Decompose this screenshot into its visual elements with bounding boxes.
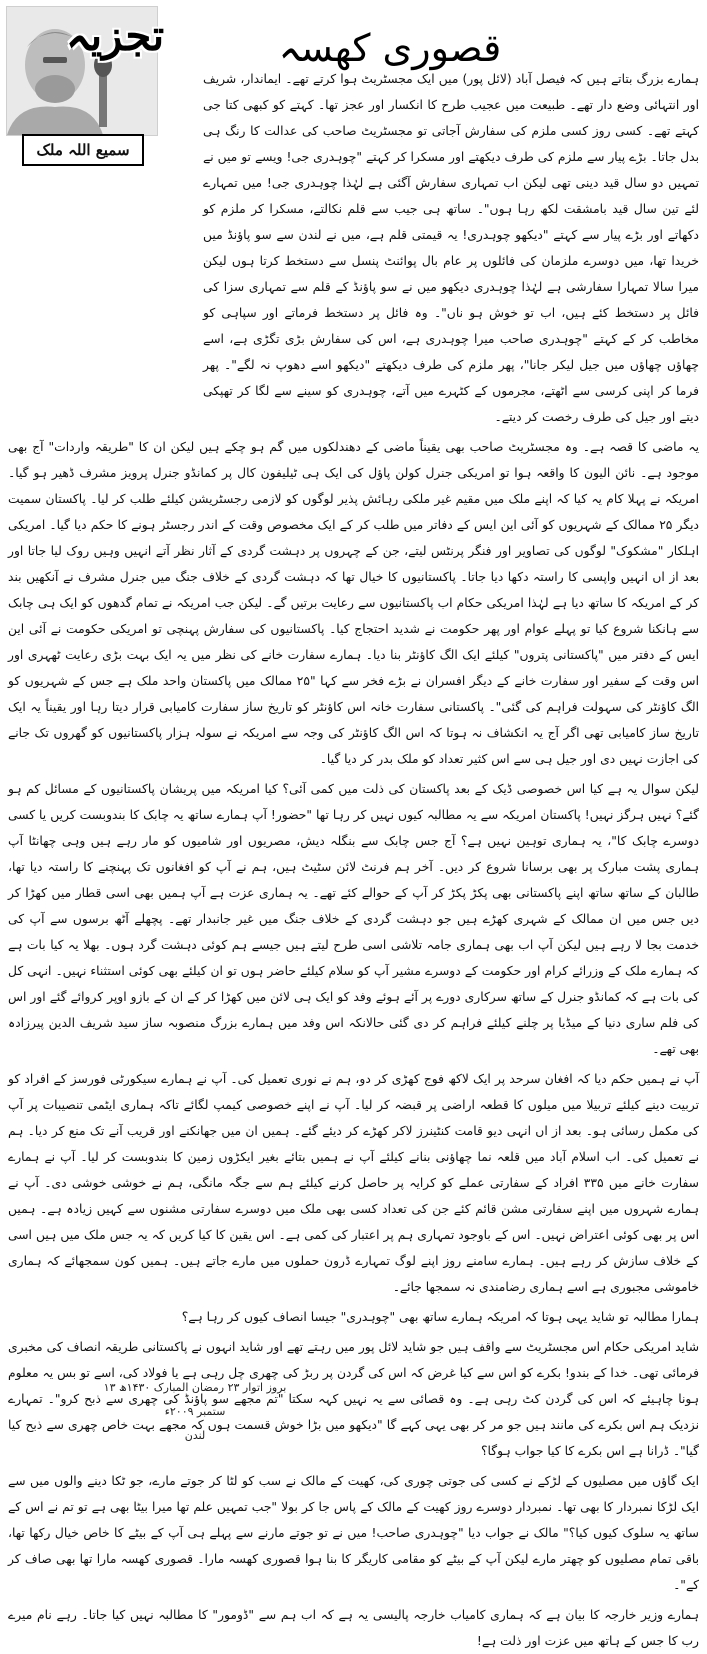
article-paragraph: ہمارے بزرگ بتاتے ہیں کہ فیصل آباد (لائل پور) میں ایک مجسٹریٹ ہوا کرتے تھے۔ ایماندار، شریف اور انتہائی وضع دار تھے۔ طبیعت میں عجیب طرح کا انکسار اور عجز تھا۔ کہتے کو کبھی کتا جی کہتے تھے۔ کسی روز کسی ملزم کی سفارش آجاتی تو مجسٹریٹ صاحب کی عدالت کا رنگ ہی بدل جاتا۔ بڑے پیار سے ملزم کی طرف دیکھتے اور مسکرا کر کہتے "چوہدری جی! ویسے تو میں نے تمہیں دو سال قید دینی تھی لیکن اب تمہاری سفارش آگئی ہے لہٰذا چوہدری جی! میں تمہارے لئے تین سال قید بامشقت لکھ رہا ہوں"۔ ساتھ ہی جیب سے قلم نکالتے، مسکرا کر ملزم کو دکھاتے اور بڑے پیار سے کہتے "دیکھو چوہدری! یہ قیمتی قلم ہے، میں نے لندن سے سو پاؤنڈ میں خریدا تھا، میں دوسرے ملزمان کی فائلوں پر عام بال پوائنٹ پنسل سے دستخط کرتا ہوں لیکن میرا سالا تمہارا سفارشی ہے لہٰذا چوہدری دیکھو میں نے سو پاؤنڈ کے قلم سے تمہاری سزا کی فائل پر دستخط کئے ہیں، اب تو خوش ہو ناں"۔ وہ فائل پر دستخط فرماتے اور سپاہی کو مخاطب کر کے کہتے "چوہدری صاحب میرا چوہدری ہے، اس کی سفارش بڑی تگڑی ہے، اسے چھاؤں چھاؤں میں جیل لیکر جانا"، پھر ملزم کی طرف دیکھتے "دیکھو اسے دھوپ نہ لگے"۔ پھر فرما کر اپنی کرسی سے اٹھتے، مجرموں کے کٹہرے میں آتے، چوہدری کو سینے سے لگا کر تھپکی دیتے اور جیل کی طرف رخصت کر دیتے۔ (203, 72, 699, 424)
article-paragraph: ہمارا مطالبہ تو شاید یہی ہوتا کہ امریکہ ہمارے ساتھ بھی "چوہدری" جیسا انصاف کیوں کر رہا ہے؟ (181, 1310, 699, 1324)
publication-date: بروز اتوار ۲۳ رمضان المبارک ۱۴۳۰ھ ۱۳ ستمبر ۲۰۰۹ء (103, 1381, 287, 1418)
article-paragraph: یہ ماضی کا قصہ ہے۔ وہ مجسٹریٹ صاحب بھی یقیناً ماضی کے دھندلکوں میں گم ہو چکے ہیں لیکن ان کا "طریقہ واردات" آج بھی موجود ہے۔ نائن الیون کا واقعہ ہوا تو امریکی جنرل کولن پاؤل کی ایک ہی ٹیلیفون کال پر کمانڈو جنرل پرویز مشرف ڈھیر ہو گیا۔ امریکہ نے پہلا کام یہ کیا کہ اپنے ملک میں مقیم غیر ملکی رہائش پذیر لوگوں کو لازمی رجسٹریشن کیلئے طلب کر لیا۔ پاکستان سمیت دیگر ۲۵ ممالک کے شہریوں کو آئی این ایس کے دفاتر میں طلب کر کے ایک مخصوص وقت کے اندر رجسٹر ہونے کا حکم دیا گیا۔ امریکی اہلکار "مشکوک" لوگوں کی تصاویر اور فنگر پرنٹس لیتے، جن کے چہروں پر دہشت گردی کے آثار نظر آتے انہیں وہیں روک لیا جاتا اور بعد از اں انہیں واپسی کا راستہ دکھا دیا جاتا۔ پاکستانیوں کا خیال تھا کہ دہشت گردی کے خلاف جنگ میں جنرل مشرف نے آنکھیں بند کر کے امریکہ کا ساتھ دیا ہے لہٰذا امریکی حکام اب پاکستانیوں سے رعایت برتیں گے۔ لیکن جب امریکہ نے تمام گدھوں کو ایک ہی چابک سے ہانکنا شروع کیا تو پہلے عوام اور پھر حکومت نے شدید احتجاج کیا۔ پاکستانیوں کی سفارش پہنچی تو امریکی حکومت نے آئی این ایس کے دفتر میں "پاکستانی پتروں" کیلئے ایک الگ کاؤنٹر بنا دیا۔ ہمارے سفارت خانے کی نظر میں یہ ایک بہت بڑی رعایت ٹھہری اور اس وقت کے سفیر اور سفارت خانے کے دیگر افسران نے بڑے فخر سے کہا "۲۵ ممالک میں پاکستان واحد ملک ہے جس کے شہریوں کو الگ کاؤنٹر کی سہولت فراہم کی گئی"۔ پاکستانی سفارت خانہ اس کاؤنٹر کو تاریخ ساز سفارت کامیابی قرار دیتا رہا اور یقیناً یہ ایک تاریخ ساز کامیابی تھی اگر آج یہ انکشاف نہ ہوتا کہ اس الگ کاؤنٹر کی وجہ سے امریکہ نے سولہ ہزار پاکستانیوں کو گھروں تک جانے کی اجازت نہیں دی اور جیل ہی سے اس کثیر تعداد کو ملک بدر کر دیا گیا۔ (8, 440, 699, 766)
column-title: قصوری کھسہ (278, 26, 502, 70)
article-paragraph: ایک گاؤں میں مصلیوں کے لڑکے نے کسی کی جوتی چوری کی، کھیت کے مالک نے سب کو لٹا کر جوتے مارے، جو ٹکا دینے والوں میں سے ایک لڑکا نمبردار کا بھی تھا۔ نمبردار دوسرے روز کھیت کے مالک کے پاس جا کر بولا "جب تمہیں علم تھا میرا بیٹا بھی ہے تو تم نے اس کے ساتھ یہ سلوک کیوں کیا؟" مالک نے جواب دیا "چوہدری صاحب! میں نے تو جوتے مارنے سے پہلے ہی آپ کے بیٹے کا خاص خیال رکھا تھا، باقی تمام مصلیوں کو چھتر مارے لیکن آپ کے بیٹے کو مقامی کاریگر کا بنا ہوا قصوری کھسہ مارا۔ قصوری کھسہ مارا تھا بھی صاف کر کے"۔ (8, 1474, 699, 1592)
article-paragraph: آپ نے ہمیں حکم دیا کہ افغان سرحد پر ایک لاکھ فوج کھڑی کر دو، ہم نے نوری تعمیل کی۔ آپ نے ہمارے سیکورٹی فورسز کے افراد کو تربیت دینے کیلئے تربیلا میں میلوں کا قطعہ اراضی پر قبضہ کر لیا۔ آپ نے اپنے خصوصی کیمپ لگائے تاکہ ہماری ایٹمی تنصیبات پر آپ کی مکمل رسائی ہو۔ بعد از اں انہی دیو قامت کنٹینرز لاکر کھڑے کر دیئے گئے۔ ہمیں ان میں جھانکنے اور قریب آنے تک منع کر دیا۔ ہم نے تعمیل کی۔ اب اسلام آباد میں قلعہ نما چھاؤنی بنانے کیلئے آپ نے ہمیں بتائے بغیر ایکڑوں زمین کا بندوبست کر لیا۔ آپ نے ہمارے سفارت خانے میں ۳۳۵ افراد کے سفارتی عملے کو کرایہ پر حاصل کرنے کیلئے ہم سے جگہ مانگی، ہم نے خوشی خوشی دی۔ آپ نے ہمارے شہروں میں اپنے سفارتی مشن قائم کئے جن کی تعداد کسی بھی ملک میں دوسرے سفارتی مشنوں سے کہیں زیادہ ہے۔ ہمیں اس پر بھی کوئی اعتراض نہیں۔ اس کے باوجود تمہاری ہم پر اعتبار کی کمی ہے۔ اس یقین کا کیا کریں کہ یہ جس ملک میں ہیں اسی کے خلاف سازش کر رہے ہیں۔ ہمارے سامنے روز اپنے لوگ تمہارے ڈرون حملوں میں مارے جاتے ہیں۔ ہمیں کون سمجھائے کہ ہماری خاموشی مجبوری ہے اسے ہماری رضامندی نہ سمجھا جائے۔ (8, 1072, 699, 1294)
section-label: تجزیہ (65, 11, 165, 60)
column-footer (100, 1376, 290, 1442)
publication-place: لندن (184, 1429, 206, 1442)
article-paragraph: شاید امریکی حکام اس مجسٹریٹ سے واقف ہیں جو شاید لائل پور میں رہتے تھے اور شاید انہوں نے پاکستانی طریقہ انصاف کی مخبری فرمائی تھی۔ خدا کے بندو! بکرے کو اس سے کیا غرض کہ اس کی گردن پر ربڑ کی چھری چل رہی ہے یا فولاد کی، اسے تو بس یہ معلوم ہونا چاہیئے کہ اس کی گردن کٹ رہی ہے۔ وہ قصائی سے یہ نہیں کہہ سکتا "تم مجھے سو پاؤنڈ کی چھری سے ذبح کرو"۔ تمہارے نزدیک ہم اس بکرے کی مانند ہیں جو مر کر بھی یہی کہے گا "دیکھو میں بڑا خوش قسمت ہوں کہ مجھے بہت خاص چھری سے ذبح کیا گیا"۔ ڈرانا ہے اس بکرے کا کیا جواب ہوگا؟ (8, 1340, 699, 1458)
author-name: سمیع اللہ ملک (22, 134, 144, 166)
article-paragraph: لیکن سوال یہ ہے کیا اس خصوصی ڈیک کے بعد پاکستان کی ذلت میں کمی آئی؟ کیا امریکہ میں پریشان پاکستانیوں کے مسائل کم ہو گئے؟ نہیں ہرگز نہیں! پاکستان امریکہ سے یہ مطالبہ کیوں نہیں کر رہا تھا "حضور! آپ ہمارے ساتھ یہ چابک کا بندوبست کریں یا کسی دوسرے چابک کا"، یہ ہماری توہین نہیں ہے؟ آج جس چابک سے بنگلہ دیش، مصریوں اور شامیوں کو مار رہے ہیں وہی چھانٹا آپ ہماری پشت مبارک پر بھی برسانا شروع کر دیں۔ آخر ہم فرنٹ لائن سٹیٹ ہیں، ہم نے آپ کو افغانوں تک پہنچنے کا راستہ دیا تھا، طالبان کے ساتھ ساتھ اپنے پاکستانی بھی پکڑ پکڑ کر آپ کے حوالے کئے تھے۔ یہ ہماری عزت ہے آپ ہمیں بھی اسی قطار میں کھڑا کر دیں جس میں ان ممالک کے شہری کھڑے ہیں جو دہشت گردی کے خلاف جنگ میں غیر جانبدار تھے۔ پچھلے آٹھ برسوں سے آپ کی خدمت بجا لا رہے ہیں لیکن آپ اب بھی ہماری جامہ تلاشی اسی طرح لیتے ہیں جیسے ہم کوئی دہشت گرد ہوں۔ بھلا یہ کیا بات ہے کہ ہمارے ملک کے وزرائے کرام اور حکومت کے دوسرے مشیر آپ کو سلام کیلئے حاضر ہوں تو ان کیلئے بھی کوئی استثناء نہیں۔ انہی کل کی بات ہے کہ کمانڈو جنرل کے ساتھ سرکاری دورے پر آئے ہوئے وفد کو ایک ہی لائن میں کھڑا کر کے ان کے بازو اوپر کروائے گئے اور اس کی فلم ساری دنیا کے میڈیا پر چلنے کیلئے فراہم کر دی گئی حالانکہ اس وفد میں ہمارے بزرگ منصوبہ ساز سید شریف الدین پیرزادہ بھی تھے۔ (8, 782, 699, 1056)
article-paragraph: ہمارے وزیر خارجہ کا بیان ہے کہ ہماری کامیاب خارجہ پالیسی یہ ہے کہ اب ہم سے "ڈومور" کا مطالبہ نہیں کیا جاتا۔ رہے نام میرے رب کا جس کے ہاتھ میں عزت اور ذلت ہے! (8, 1608, 699, 1648)
